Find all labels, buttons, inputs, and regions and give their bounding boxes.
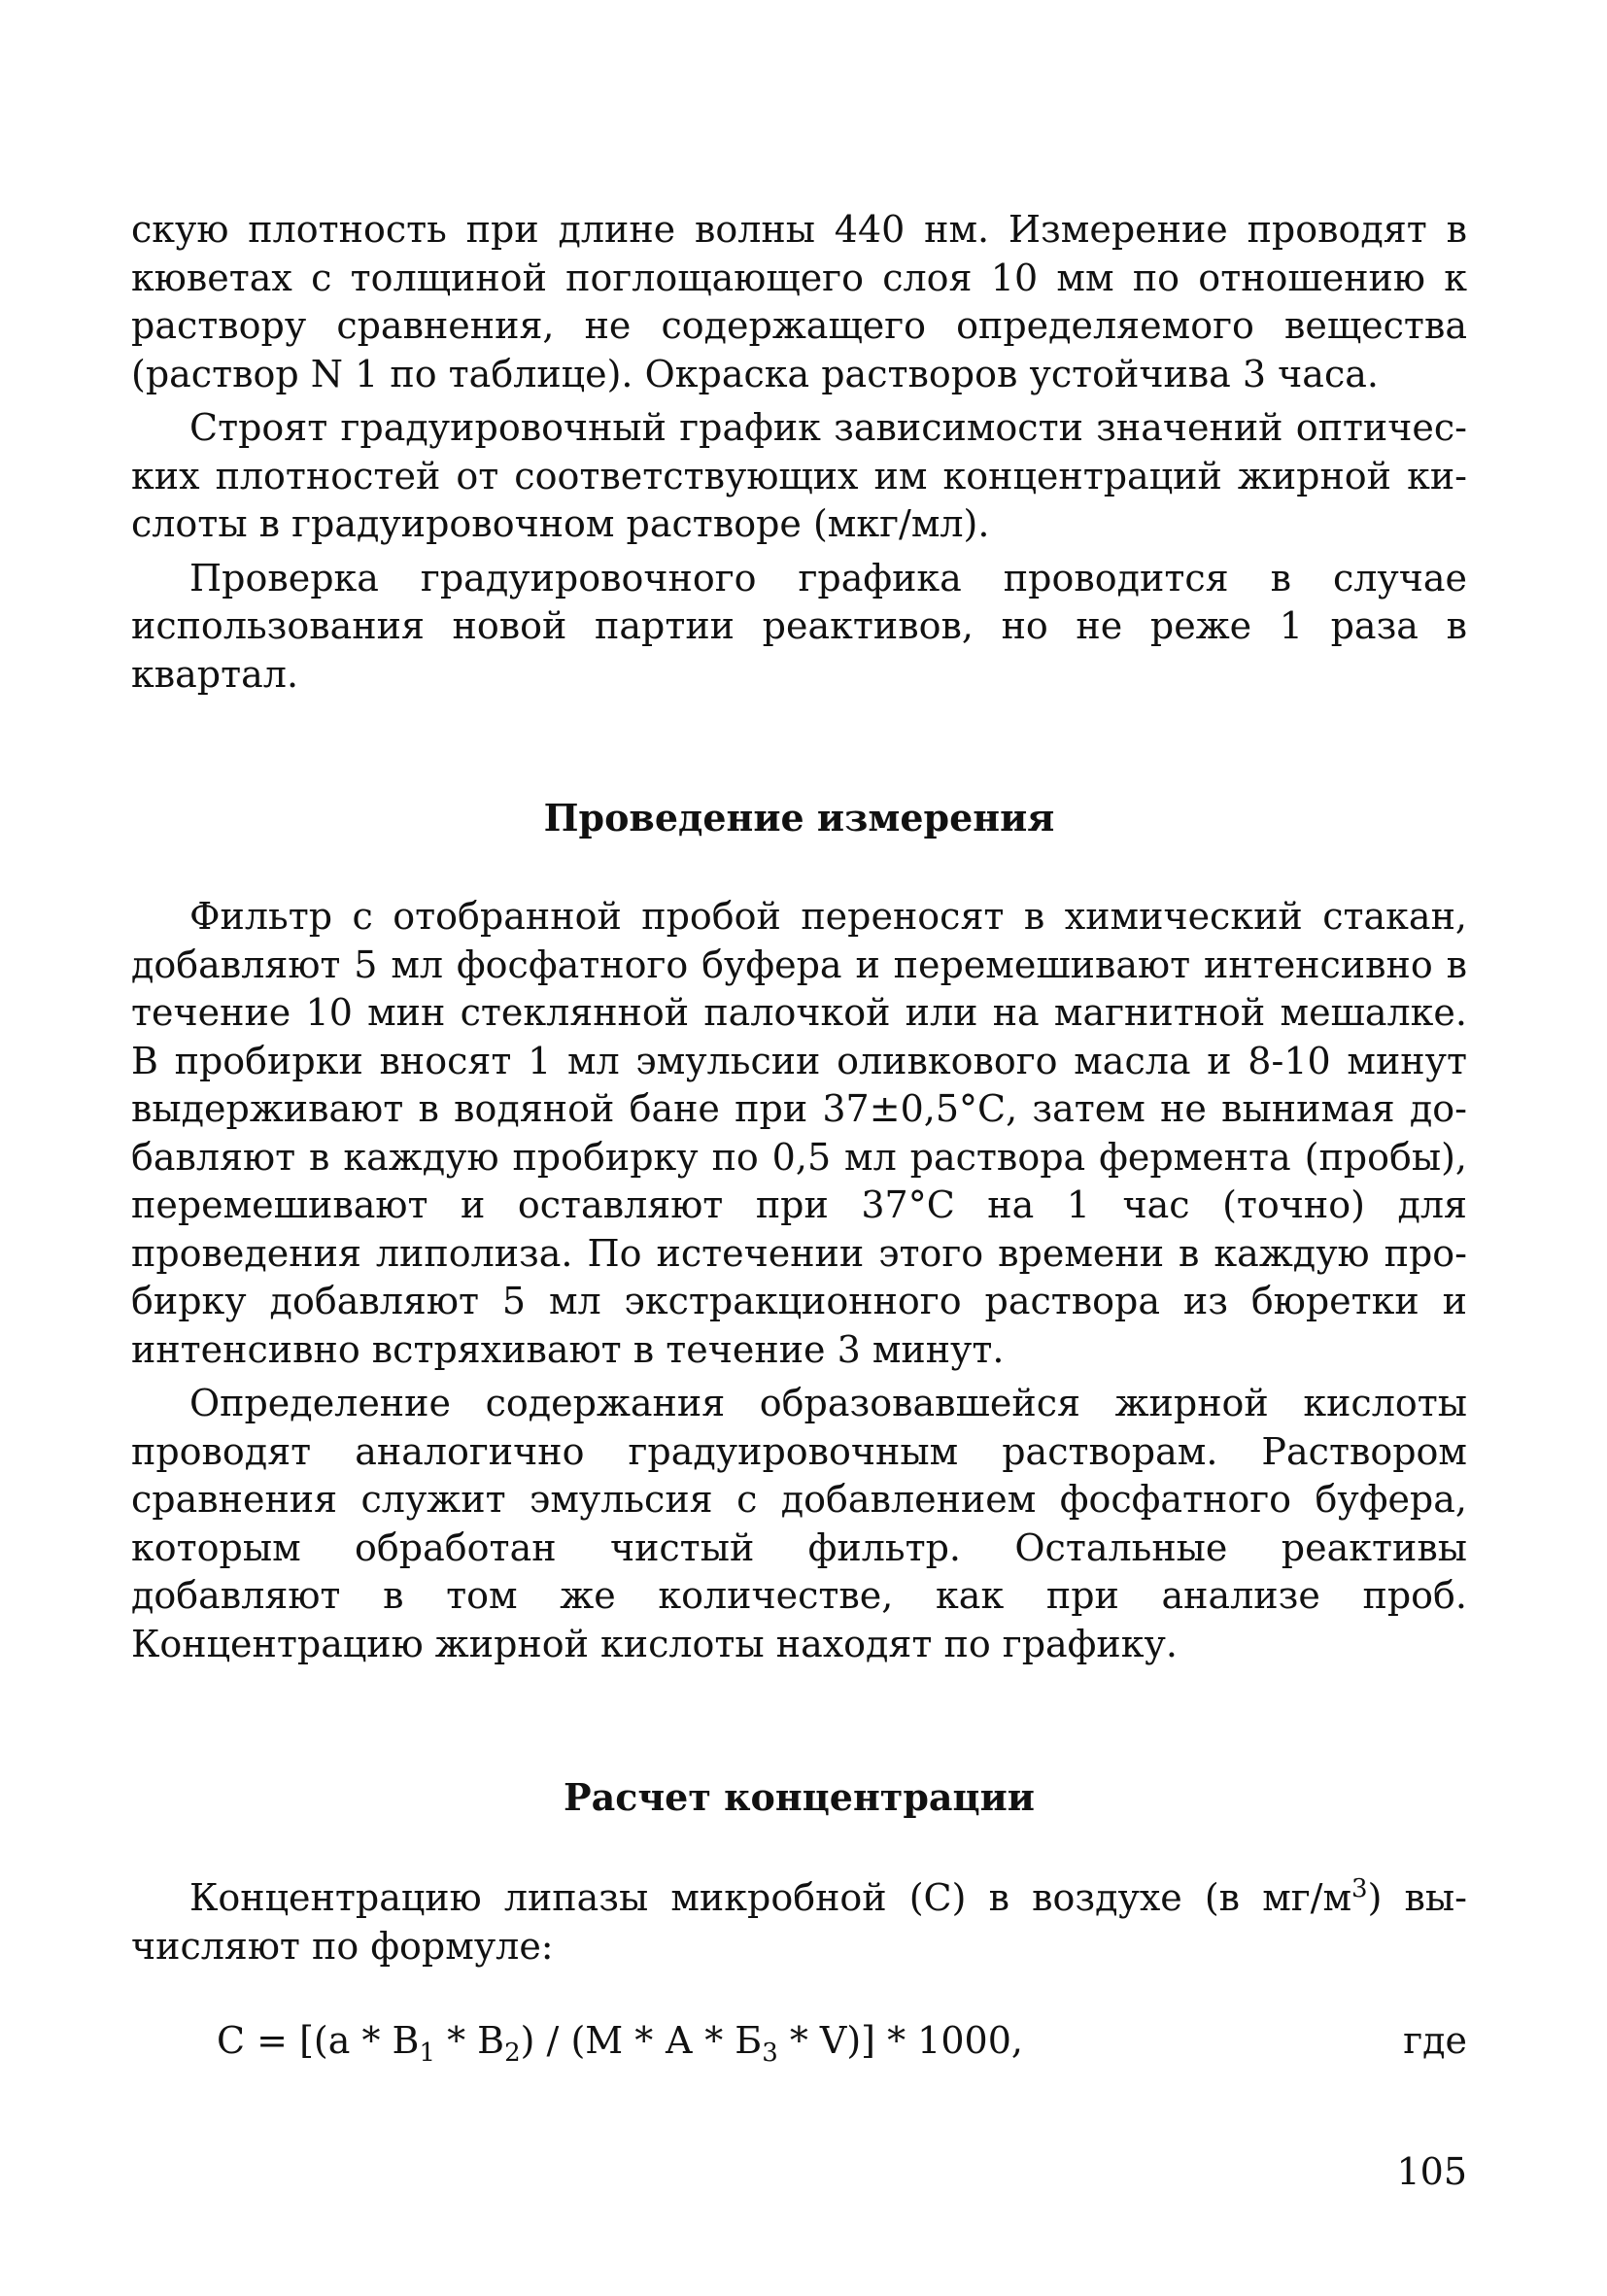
formula-where: где xyxy=(1403,2019,1467,2062)
paragraph-4: Фильтр с отобранной пробой переносят в химический стакан, добавляют 5 мл фосфатного буфера и перемешивают интенсивно в течение 10 мин стеклянной палочкой или на магнитной мешалке. В пробирки вносят 1 мл эмульсии оливкового масла и 8-10 минут выдерживают в водяной бане при 37±0,5°С, затем не вынимая добавляют в каждую пробирку по 0,5 мл раствора фермента (пробы), перемешивают и оставляют при 37°С на 1 час (точно) для проведения липолиза. По истечении этого времени в каждую пробирку добавляют 5 мл экстракционного раствора из бюретки и интенсивно встряхивают в течение 3 минут. xyxy=(131,895,1467,1371)
formula-part: ) / (М * А * Б xyxy=(520,2019,763,2062)
page-content xyxy=(131,206,1467,2068)
paragraph-5: Определение содержания образовавшейся жирной кислоты проводят аналогично градуировочным растворам. Раствором сравнения служит эмульсия с добавлением фосфатного буфера, которым обработан чистый фильтр. Остальные реактивы добавляют в том же количестве, как при анализе проб. Концентрацию жирной кислоты находят по графику. xyxy=(131,1382,1467,1665)
formula-subscript: 1 xyxy=(419,2039,436,2068)
paragraph-6 xyxy=(131,1874,1467,1970)
formula xyxy=(131,2016,1467,2068)
formula-part: * В xyxy=(435,2019,505,2062)
formula-subscript: 3 xyxy=(762,2039,778,2068)
formula-part: * V)] * 1000, xyxy=(777,2019,1023,2062)
formula-part: С = [(а * В xyxy=(217,2019,420,2062)
section-heading-measurement: Проведение измерения xyxy=(543,796,1055,840)
page-number: 105 xyxy=(1396,2150,1467,2193)
formula-subscript: 2 xyxy=(504,2039,521,2068)
paragraph-3: Проверка градуировочного графика проводится в случае использования новой партии реактивов, но не реже 1 раза в квартал. xyxy=(131,556,1467,696)
paragraph-1: скую плотность при длине волны 440 нм. Измерение проводят в кюветах с толщиной поглощающего слоя 10 мм по отношению к раствору сравнения, не содержащего определяемого вещества (раствор N 1 по таблице). Окраска растворов устойчива 3 часа. xyxy=(131,208,1467,395)
paragraph-2: Строят градуировочный график зависимости значений оптических плотностей от соответствующих им концентраций жирной кислоты в градуировочном растворе (мкг/мл). xyxy=(131,406,1467,545)
intro-text: Концентрацию липазы микробной (С) в воздухе (в мг/м xyxy=(189,1876,1352,1919)
section-heading-calculation: Расчет концентрации xyxy=(564,1775,1035,1819)
intro-superscript: 3 xyxy=(1351,1874,1368,1903)
intro-text-end: ) вычисляют по формуле: xyxy=(131,1876,1467,1968)
